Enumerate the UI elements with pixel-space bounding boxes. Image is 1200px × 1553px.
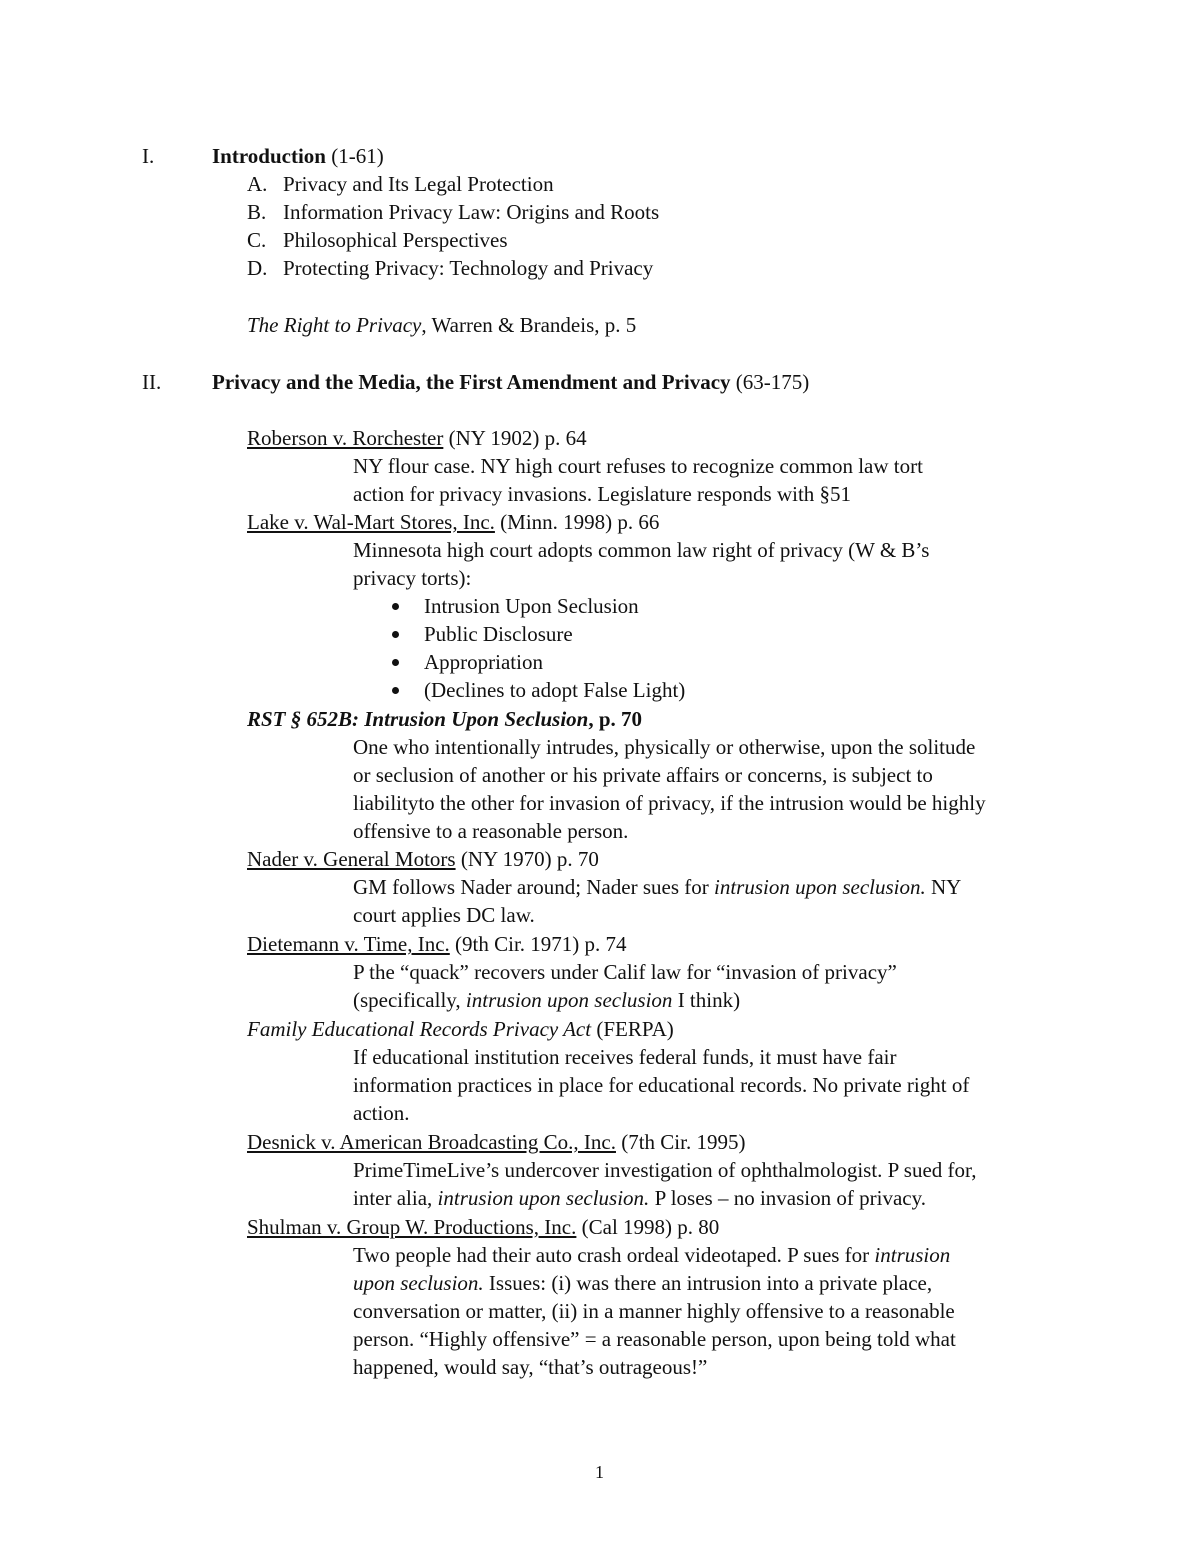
- case-note: NY flour case. NY high court refuses to recognize common law tort: [353, 454, 923, 478]
- bullet-icon: [392, 603, 399, 610]
- case-citation: (7th Cir. 1995): [615, 1130, 746, 1154]
- statute-citation: (FERPA): [591, 1017, 674, 1041]
- bullet-item: Public Disclosure: [424, 622, 573, 646]
- case-name: Roberson v. Rorchester: [247, 426, 444, 450]
- bullet-item: Appropriation: [424, 650, 543, 674]
- statute-name: RST § 652B: Intrusion Upon Seclusion: [247, 707, 589, 731]
- section-2-heading: [212, 368, 809, 396]
- section-1-pages: (1-61): [325, 144, 384, 168]
- note-text: P loses – no invasion of privacy.: [649, 1186, 926, 1210]
- note-emphasis: intrusion upon seclusion.: [437, 1186, 650, 1210]
- statute-rst: [247, 705, 642, 733]
- note-emphasis: intrusion: [874, 1243, 951, 1267]
- case-note: information practices in place for educational records. No private right of: [353, 1073, 970, 1097]
- reading-title: The Right to Privacy: [247, 313, 422, 337]
- page-number: 1: [595, 1462, 604, 1482]
- case-note: [353, 986, 740, 1014]
- bullet-icon: [392, 659, 399, 666]
- note-emphasis: intrusion upon seclusion: [465, 988, 673, 1012]
- reading-rest: , Warren & Brandeis, p. 5: [421, 313, 637, 337]
- case-roberson: [247, 424, 587, 452]
- case-note: action for privacy invasions. Legislature responds with §51: [353, 482, 852, 506]
- outline-item-b-letter: B.: [247, 200, 267, 224]
- bullet-icon: [392, 687, 399, 694]
- note-text: Two people had their auto crash ordeal videotaped. P sues for: [353, 1243, 875, 1267]
- case-note: action.: [353, 1101, 410, 1125]
- case-note: court applies DC law.: [353, 903, 535, 927]
- case-dietemann: [247, 930, 627, 958]
- case-citation: (NY 1902) p. 64: [443, 426, 587, 450]
- case-note: PrimeTimeLive’s undercover investigation of ophthalmologist. P sued for,: [353, 1158, 977, 1182]
- case-name: Desnick v. American Broadcasting Co., Inc.: [247, 1130, 616, 1154]
- outline-item-d: Protecting Privacy: Technology and Privacy: [283, 256, 654, 280]
- case-note: happened, would say, “that’s outrageous!”: [353, 1355, 708, 1379]
- note-emphasis: upon seclusion.: [353, 1271, 484, 1295]
- note-text: (specifically,: [353, 988, 466, 1012]
- outline-item-a: Privacy and Its Legal Protection: [283, 172, 554, 196]
- note-text: inter alia,: [353, 1186, 438, 1210]
- case-note: person. “Highly offensive” = a reasonable person, upon being told what: [353, 1327, 956, 1351]
- case-note: [353, 1269, 932, 1297]
- case-note: privacy torts):: [353, 566, 472, 590]
- outline-item-c-letter: C.: [247, 228, 267, 252]
- bullet-item: Intrusion Upon Seclusion: [424, 594, 639, 618]
- note-text: NY: [925, 875, 962, 899]
- case-lake: [247, 508, 659, 536]
- bullet-item: (Declines to adopt False Light): [424, 678, 686, 702]
- section-2-numeral: II.: [142, 370, 162, 394]
- statute-name: Family Educational Records Privacy Act: [247, 1017, 592, 1041]
- case-note: [353, 1241, 950, 1269]
- statute-ferpa: [247, 1015, 674, 1043]
- section-1-numeral: I.: [142, 144, 155, 168]
- case-citation: (Minn. 1998) p. 66: [494, 510, 660, 534]
- case-shulman: [247, 1213, 719, 1241]
- case-note: Minnesota high court adopts common law right of privacy (W & B’s: [353, 538, 930, 562]
- case-desnick: [247, 1128, 745, 1156]
- case-name: Lake v. Wal-Mart Stores, Inc.: [247, 510, 495, 534]
- case-note: [353, 1184, 926, 1212]
- section-1-title: Introduction: [212, 144, 326, 168]
- case-name: Nader v. General Motors: [247, 847, 456, 871]
- note-text: GM follows Nader around; Nader sues for: [353, 875, 714, 899]
- case-note: If educational institution receives federal funds, it must have fair: [353, 1045, 897, 1069]
- case-note: P the “quack” recovers under Calif law for “invasion of privacy”: [353, 960, 897, 984]
- note-emphasis: intrusion upon seclusion.: [714, 875, 926, 899]
- case-name: Shulman v. Group W. Productions, Inc.: [247, 1215, 577, 1239]
- outline-item-a-letter: A.: [247, 172, 268, 196]
- statute-text: liabilityto the other for invasion of privacy, if the intrusion would be highly: [353, 791, 986, 815]
- reading-reference: [247, 311, 636, 339]
- statute-text: One who intentionally intrudes, physically or otherwise, upon the solitude: [353, 735, 976, 759]
- statute-text: offensive to a reasonable person.: [353, 819, 629, 843]
- note-text: I think): [672, 988, 741, 1012]
- case-nader: [247, 845, 599, 873]
- section-1-heading: [212, 142, 384, 170]
- case-note: conversation or matter, (ii) in a manner highly offensive to a reasonable: [353, 1299, 955, 1323]
- case-note: [353, 873, 961, 901]
- case-citation: (9th Cir. 1971) p. 74: [449, 932, 627, 956]
- statute-text: or seclusion of another or his private affairs or concerns, is subject to: [353, 763, 933, 787]
- section-2-title: Privacy and the Media, the First Amendment and Privacy: [212, 370, 731, 394]
- outline-item-d-letter: D.: [247, 256, 268, 280]
- case-citation: (NY 1970) p. 70: [455, 847, 599, 871]
- outline-item-c: Philosophical Perspectives: [283, 228, 508, 252]
- case-name: Dietemann v. Time, Inc.: [247, 932, 450, 956]
- outline-item-b: Information Privacy Law: Origins and Roots: [283, 200, 660, 224]
- bullet-icon: [392, 631, 399, 638]
- statute-citation: , p. 70: [588, 707, 643, 731]
- note-text: Issues: (i) was there an intrusion into a private place,: [483, 1271, 933, 1295]
- case-citation: (Cal 1998) p. 80: [576, 1215, 720, 1239]
- section-2-pages: (63-175): [730, 370, 810, 394]
